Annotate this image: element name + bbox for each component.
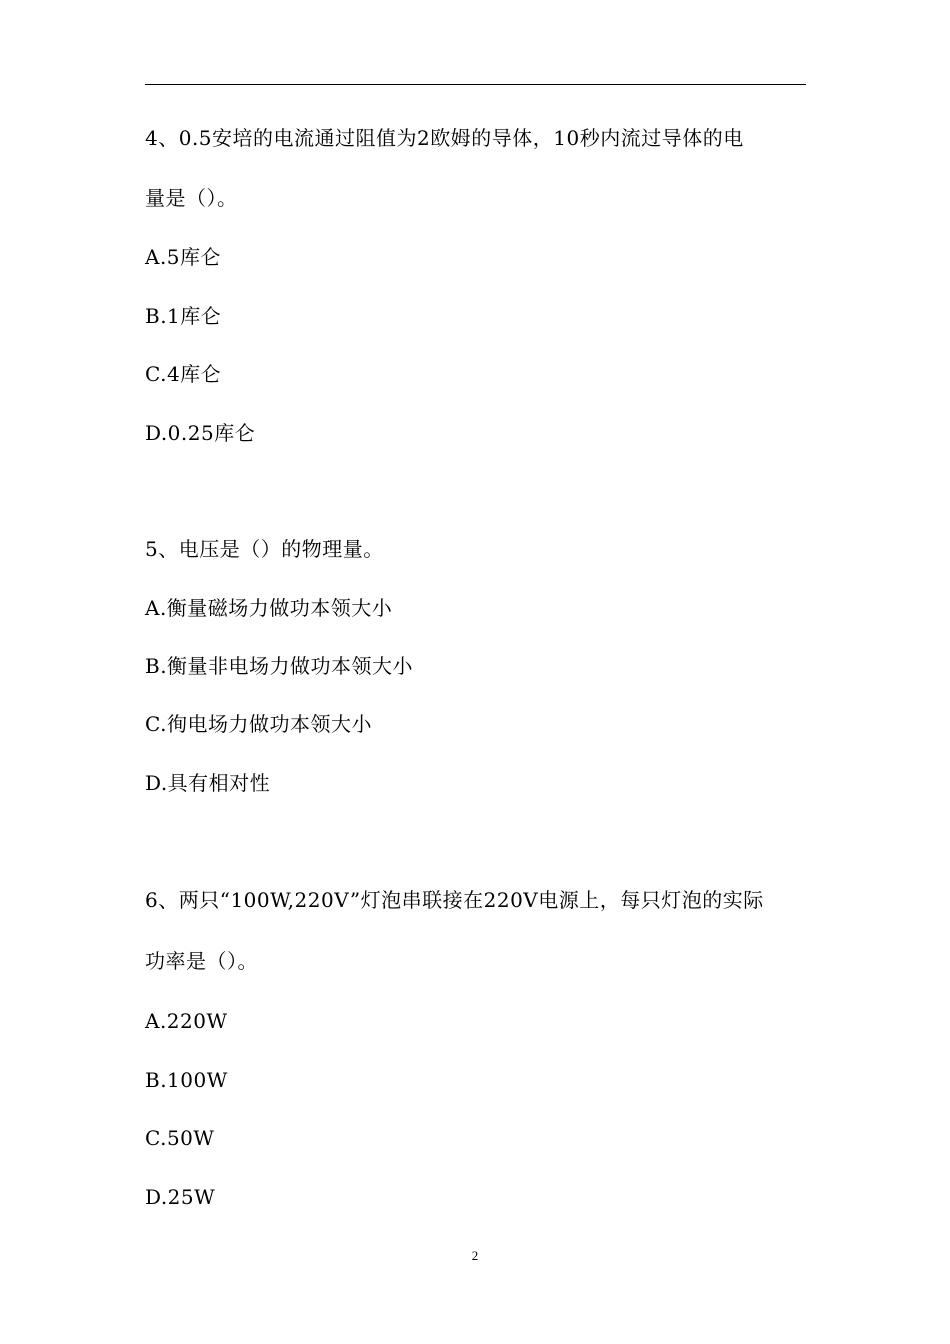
question-4-stem-line-2: 量是（）。 — [145, 186, 238, 210]
question-4-option-d: D.0.25库仑 — [145, 421, 256, 445]
question-4-option-c: C.4库仑 — [145, 362, 222, 386]
header-rule — [145, 84, 806, 85]
question-6-option-b: B.100W — [145, 1068, 228, 1092]
question-6-option-d: D.25W — [145, 1185, 216, 1209]
question-5-option-c: C.徇电场力做功本领大小 — [145, 712, 372, 736]
question-6-stem-line-2: 功率是（）。 — [145, 949, 258, 973]
question-5-option-a: A.衡量磁场力做功本领大小 — [145, 596, 393, 620]
question-6-option-a: A.220W — [145, 1009, 228, 1033]
question-5-option-d: D.具有相对性 — [145, 771, 271, 795]
question-5-stem-line-1: 5、电压是（）的物理量。 — [145, 537, 384, 561]
question-4-stem-line-1: 4、0.5安培的电流通过阻值为2欧姆的导体，10秒内流过导体的电 — [145, 126, 744, 150]
question-4-option-a: A.5库仑 — [145, 245, 222, 269]
page-number: 2 — [471, 1248, 479, 1263]
question-5-option-b: B.衡量非电场力做功本领大小 — [145, 654, 414, 678]
question-6-stem-line-1: 6、两只“100W,220V”灯泡串联接在220V电源上，每只灯泡的实际 — [145, 888, 764, 912]
question-4-option-b: B.1库仑 — [145, 304, 222, 328]
question-6-option-c: C.50W — [145, 1126, 215, 1150]
